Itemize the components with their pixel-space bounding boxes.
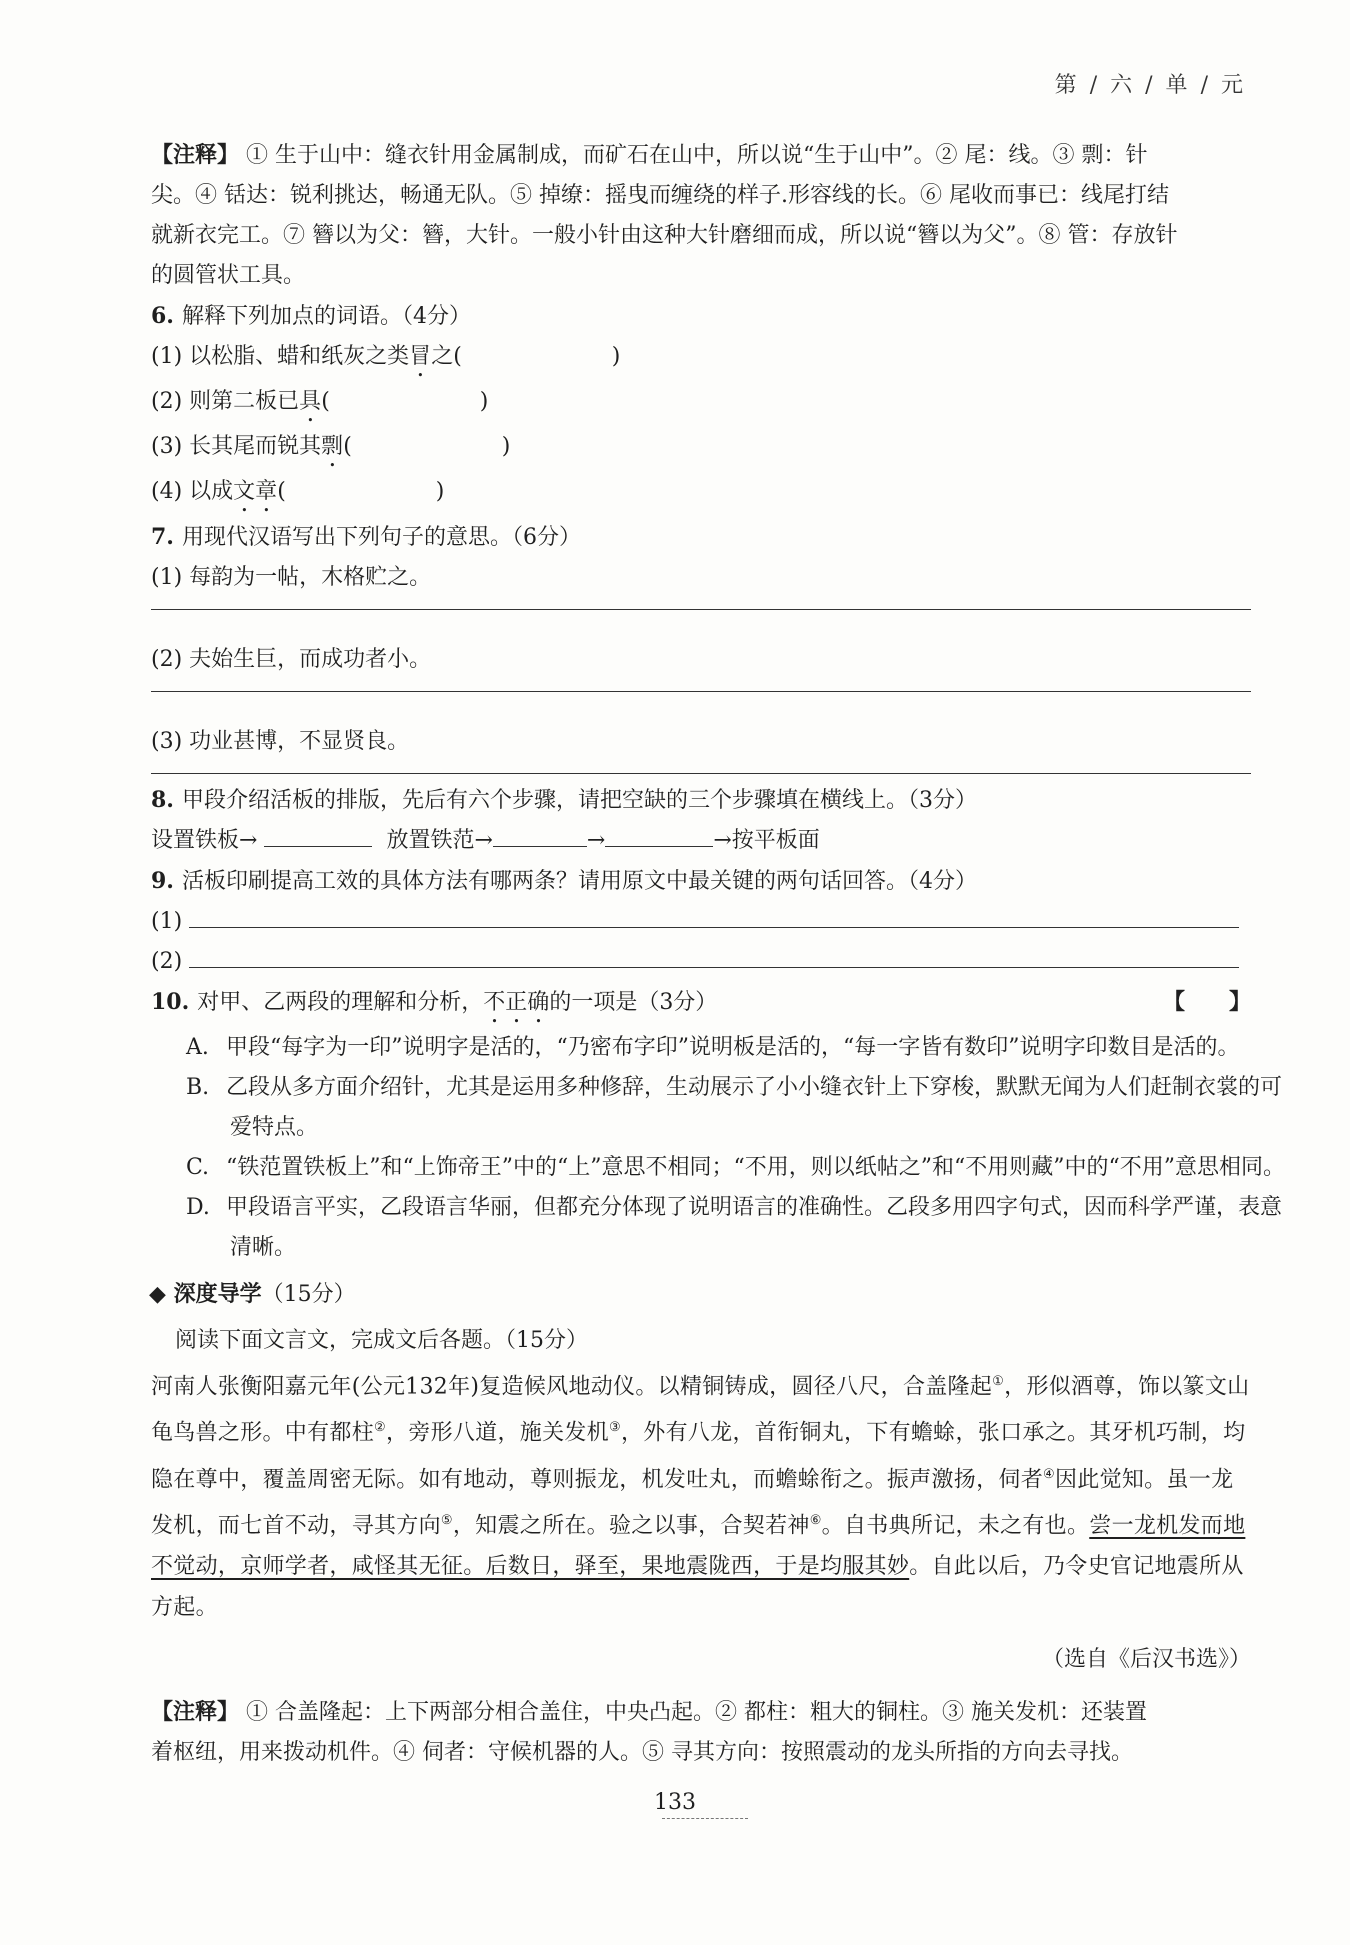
option-b[interactable]	[151, 1068, 1290, 1148]
underlined-sentence: 尝一龙机发而地不觉动，京师学者，咸怪其无征。后数日，驿至，果地震陇西，于是均服其妙	[151, 1513, 1246, 1580]
sub-question: (3) 功业甚博，不显贤良。	[151, 729, 410, 754]
annotation-line: 就新衣完工。⑦ 簪以为父：簪，大针。一般小针由这种大针磨细而成，所以说“簪以为父”。⑧ 管：存放针	[151, 223, 1178, 248]
dotted-word: 文章	[233, 479, 278, 504]
option-text: 乙段从多方面介绍针，尤其是运用多种修辞，生动展示了小小缝衣针上下穿梭，默默无闻为人们赶制衣裳的可爱特点。	[226, 1075, 1283, 1140]
paren-open: 之(	[431, 344, 462, 369]
page-number: 133	[654, 1790, 696, 1815]
question-number: 7.	[151, 524, 174, 550]
answer-line[interactable]	[151, 690, 1251, 692]
page-content	[149, 135, 1285, 1773]
header-char: 第	[1054, 73, 1079, 98]
footnote-mark: ⑥	[809, 1512, 822, 1528]
paren-close: )	[435, 479, 445, 504]
sub-question: (1) 每韵为一帖，木格贮之。	[151, 565, 432, 590]
question-text: 解释下列加点的词语。（4分）	[181, 304, 471, 329]
section-title: ◆ 深度导学	[149, 1281, 262, 1307]
annotation-line: 的圆管状工具。	[151, 263, 306, 288]
header-char: 单	[1165, 73, 1190, 98]
sub-question[interactable]	[151, 382, 1251, 427]
fill-blank[interactable]	[264, 824, 372, 847]
option-c[interactable]	[151, 1148, 1290, 1188]
flow-step: 设置铁板→	[151, 828, 258, 853]
footnote-mark: ④	[1043, 1466, 1055, 1482]
paren-close: )	[501, 434, 511, 459]
fill-blank[interactable]	[493, 824, 587, 847]
answer-blank[interactable]	[189, 905, 1239, 928]
question-8	[151, 780, 1251, 861]
option-text: 甲段语言平实，乙段语言华丽，但都充分体现了说明语言的准确性。乙段多用四字句式，因而科学严谨，表意清晰。	[226, 1195, 1283, 1260]
option-text: “铁范置铁板上”和“上饰帝王”中的“上”意思不相同；“不用，则以纸帖之”和“不用则藏”中的“不用”意思相同。	[226, 1155, 1285, 1180]
question-number: 10.	[151, 989, 190, 1015]
answer-line[interactable]	[151, 772, 1251, 774]
paren-close: )	[479, 389, 489, 414]
question-7	[151, 517, 1251, 774]
passage-source: （选自《后汉书选》）	[1041, 1647, 1251, 1673]
passage-text: ，知震之所在。验之以事，合契若神	[452, 1513, 810, 1539]
question-stem	[151, 982, 1251, 1028]
page-number-underline	[662, 1818, 748, 1819]
sub-question: (2) 夫始生巨，而成功者小。	[151, 647, 432, 672]
question-stem	[151, 517, 1251, 558]
question-text: 的一项是（3分）	[549, 990, 718, 1015]
answer-blank[interactable]	[189, 945, 1239, 968]
option-label: B.	[186, 1075, 210, 1100]
sub-question-label: (2)	[151, 949, 183, 974]
question-stem	[151, 861, 1251, 902]
header-sep: /	[1089, 73, 1100, 98]
question-text: 对甲、乙两段的理解和分析，	[197, 990, 484, 1015]
dotted-word: 不正确	[483, 990, 550, 1015]
question-number: 6.	[151, 303, 174, 329]
sub-question-text: (2) 则第二板已	[151, 389, 300, 414]
paren-open: (	[277, 479, 286, 504]
sub-question-label: (1)	[151, 909, 183, 934]
passage-text: 因此觉知。虽一龙发机，而七首不动，寻其方向	[151, 1466, 1234, 1539]
sub-question[interactable]	[151, 337, 1251, 382]
annotation-line: 尖。④ 铦达：锐利挑达，畅通无队。⑤ 掉缭：摇曳而缠绕的样子.形容线的长。⑥ 尾收而事已：线尾打结	[151, 183, 1169, 208]
unit-header	[1054, 68, 1246, 99]
footnote-mark: ③	[609, 1420, 621, 1436]
paren-open: (	[343, 434, 352, 459]
question-number: 9.	[151, 868, 174, 894]
annotation-label: 【注释】	[151, 142, 240, 168]
flow-arrow: →	[586, 828, 606, 853]
answer-bracket[interactable]: 【 】	[1162, 989, 1251, 1015]
sub-question	[151, 942, 1251, 982]
fill-blank[interactable]	[605, 824, 713, 847]
option-text: 甲段“每字为一印”说明字是活的，“乃密布字印”说明板是活的，“每一字皆有数印”说明字印数目是活的。	[226, 1035, 1240, 1060]
question-number: 8.	[151, 787, 174, 813]
option-d[interactable]	[151, 1188, 1290, 1268]
annotation-block-2	[151, 1692, 1251, 1773]
option-label: A.	[186, 1035, 209, 1060]
annotation-line	[151, 1692, 1251, 1733]
paren-close: )	[611, 344, 621, 369]
step-flow	[151, 821, 1251, 861]
header-char: 六	[1110, 73, 1135, 98]
annotation-text: ① 合盖隆起：上下两部分相合盖住，中央凸起。② 都柱：粗大的铜柱。③ 施关发机：还装置	[246, 1700, 1147, 1726]
section-heading	[149, 1274, 1251, 1315]
sub-question-text: (4) 以成	[151, 479, 234, 504]
question-text: 活板印刷提高工效的具体方法有哪两条？请用原文中最关键的两句话回答。（4分）	[181, 869, 977, 894]
footnote-mark: ①	[992, 1374, 1005, 1389]
dotted-word: 具	[299, 389, 322, 414]
passage-text: 。自书典所记，未之有也。	[821, 1513, 1090, 1539]
paren-open: (	[321, 389, 330, 414]
annotation-block-1	[151, 135, 1251, 296]
question-10	[151, 982, 1285, 1268]
option-label: D.	[186, 1195, 210, 1220]
annotation-line	[151, 135, 1251, 176]
option-label: C.	[186, 1155, 210, 1180]
question-6	[151, 296, 1251, 517]
passage-text: ，旁形八道，施关发机	[385, 1420, 609, 1446]
passage-text: ，外有八龙，首衔铜丸，下有蟾蜍，张口承之。其牙机巧制，均隐在尊中，覆盖周密无际。如有地动，尊则振龙，机发吐丸，而蟾蜍衔之。振声激扬，伺者	[151, 1420, 1246, 1492]
header-char: 元	[1220, 73, 1245, 98]
question-9	[151, 861, 1251, 982]
question-stem	[151, 296, 1251, 337]
flow-step: 放置铁范→	[386, 828, 493, 853]
option-a[interactable]	[151, 1028, 1290, 1068]
annotation-label: 【注释】	[151, 1699, 240, 1726]
header-sep: /	[1145, 73, 1155, 98]
answer-line[interactable]	[151, 608, 1251, 610]
passage-text: 河南人张衡阳嘉元年(公元132年)复造候风地动仪。以精铜铸成，圆径八尺，合盖隆起	[151, 1374, 993, 1400]
sub-question-text: (1) 以松脂、蜡和纸灰之类	[151, 344, 410, 369]
dotted-word: 剽	[321, 434, 344, 459]
annotation-text: ① 生于山中：缝衣针用金属制成，而矿石在山中，所以说“生于山中”。② 尾：线。③ 剽：针	[246, 143, 1148, 168]
section-score: （15分）	[261, 1282, 356, 1307]
sub-question[interactable]	[151, 427, 1251, 472]
classical-passage	[151, 1361, 1251, 1628]
question-text: 用现代汉语写出下列句子的意思。（6分）	[181, 525, 581, 550]
footnote-mark: ⑤	[440, 1512, 453, 1528]
sub-question	[151, 902, 1251, 942]
footnote-mark: ②	[374, 1420, 386, 1436]
reading-intro: 阅读下面文言文，完成文后各题。（15分）	[175, 1328, 588, 1353]
passage-text: ，形似酒尊，饰以篆文山龟鸟兽之形。中有都柱	[151, 1374, 1250, 1446]
flow-step: →按平板面	[713, 828, 820, 853]
question-text: 甲段介绍活板的排版，先后有六个步骤，请把空缺的三个步骤填在横线上。（3分）	[181, 788, 977, 813]
header-sep: /	[1200, 73, 1210, 98]
sub-question-text: (3) 长其尾而锐其	[151, 434, 322, 459]
dotted-word: 冒	[409, 344, 432, 369]
sub-question[interactable]	[151, 472, 1251, 517]
annotation-line: 着枢纽，用来拨动机件。④ 伺者：守候机器的人。⑤ 寻其方向：按照震动的龙头所指的方向去寻找。	[151, 1740, 1133, 1766]
question-stem	[151, 780, 1251, 821]
passage-text: 。自此以后，乃令史官记地震所从方起。	[151, 1554, 1244, 1621]
